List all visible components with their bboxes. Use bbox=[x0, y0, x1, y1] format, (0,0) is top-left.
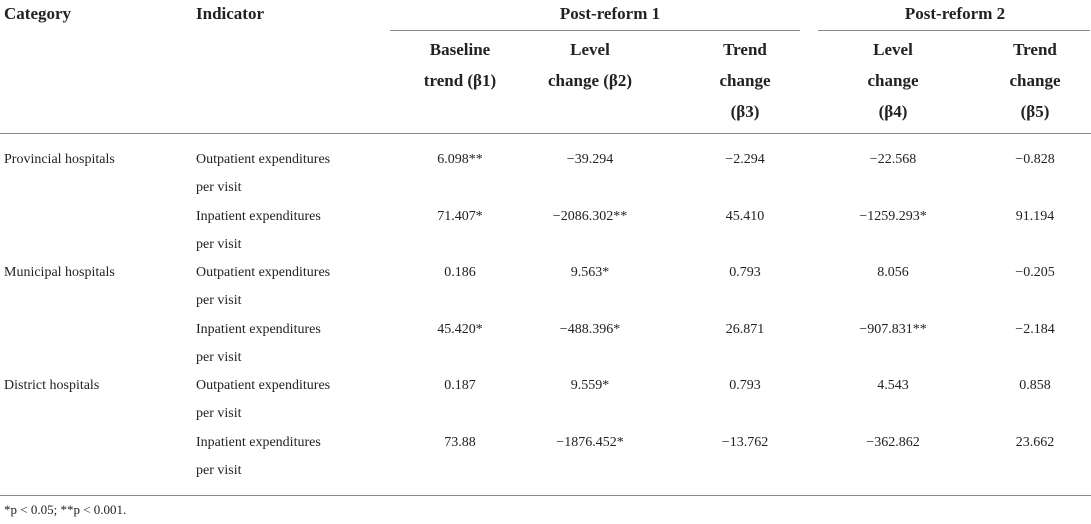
value-cell: −2086.302** bbox=[552, 209, 628, 224]
value-cell: −13.762 bbox=[721, 435, 769, 450]
value-cell: −39.294 bbox=[566, 152, 614, 167]
value-cell: −0.828 bbox=[1015, 152, 1055, 167]
value-cell: 23.662 bbox=[1015, 435, 1055, 450]
col1-line2: trend (β1) bbox=[423, 71, 497, 90]
value-cell: −2.294 bbox=[725, 152, 765, 167]
col4-line2: change bbox=[867, 71, 919, 90]
value-cell: 45.410 bbox=[725, 209, 765, 224]
col5-line3: (β5) bbox=[1020, 102, 1050, 121]
value-cell: −488.396* bbox=[559, 322, 621, 337]
row-indicator-line: per visit bbox=[196, 350, 242, 365]
value-cell: −0.205 bbox=[1015, 265, 1055, 280]
row-indicator-line: per visit bbox=[196, 463, 242, 478]
row-indicator-line: per visit bbox=[196, 237, 242, 252]
col3-line3: (β3) bbox=[730, 102, 760, 121]
col4-line1: Level bbox=[873, 40, 913, 59]
row-indicator-line: Outpatient expenditures bbox=[196, 152, 331, 167]
col2-line1: Level bbox=[570, 40, 610, 59]
value-cell: −907.831** bbox=[859, 322, 927, 337]
col4-line3: (β4) bbox=[878, 102, 908, 121]
value-cell: 73.88 bbox=[444, 435, 476, 450]
col-baseline-trend-header bbox=[395, 34, 525, 96]
row-indicator-line: per visit bbox=[196, 293, 242, 308]
value-cell: 0.186 bbox=[444, 265, 476, 280]
col1-line1: Baseline bbox=[429, 40, 491, 59]
row-indicator-line: Inpatient expenditures bbox=[196, 435, 321, 450]
value-cell: 6.098** bbox=[437, 152, 483, 167]
col-trend-change-1-header bbox=[690, 34, 800, 127]
row-indicator-line: per visit bbox=[196, 406, 242, 421]
value-cell: 0.187 bbox=[444, 378, 476, 393]
value-cell: 9.559* bbox=[570, 378, 610, 393]
row-indicator-line: Outpatient expenditures bbox=[196, 265, 331, 280]
col-level-change-2-header bbox=[838, 34, 948, 127]
value-cell: −1259.293* bbox=[859, 209, 927, 224]
row-category: District hospitals bbox=[4, 378, 100, 393]
row-indicator-line: per visit bbox=[196, 180, 242, 195]
group2-rule bbox=[818, 30, 1090, 31]
table-bottom-rule bbox=[0, 495, 1091, 496]
value-cell: 91.194 bbox=[1015, 209, 1055, 224]
row-indicator-line: Outpatient expenditures bbox=[196, 378, 331, 393]
value-cell: 45.420* bbox=[437, 322, 483, 337]
table-footnote: *p < 0.05; **p < 0.001. bbox=[4, 502, 127, 517]
col3-line2: change bbox=[719, 71, 771, 90]
group1-rule bbox=[390, 30, 800, 31]
col-level-change-1-header bbox=[525, 34, 655, 96]
value-cell: 0.793 bbox=[729, 265, 761, 280]
value-cell: −22.568 bbox=[869, 152, 917, 167]
value-cell: 26.871 bbox=[725, 322, 765, 337]
category-header: Category bbox=[4, 4, 72, 23]
value-cell: −362.862 bbox=[866, 435, 920, 450]
value-cell: 0.858 bbox=[1019, 378, 1051, 393]
post-reform-2-header: Post-reform 2 bbox=[904, 4, 1006, 23]
col5-line1: Trend bbox=[1013, 40, 1057, 59]
row-indicator-line: Inpatient expenditures bbox=[196, 209, 321, 224]
value-cell: 4.543 bbox=[877, 378, 909, 393]
row-category: Municipal hospitals bbox=[4, 265, 115, 280]
value-cell: 9.563* bbox=[570, 265, 610, 280]
col5-line2: change bbox=[1009, 71, 1061, 90]
col2-line2: change (β2) bbox=[547, 71, 633, 90]
value-cell: −1876.452* bbox=[556, 435, 624, 450]
col3-line1: Trend bbox=[723, 40, 767, 59]
post-reform-1-header: Post-reform 1 bbox=[559, 4, 661, 23]
row-indicator-line: Inpatient expenditures bbox=[196, 322, 321, 337]
value-cell: 0.793 bbox=[729, 378, 761, 393]
value-cell: 8.056 bbox=[877, 265, 909, 280]
col-trend-change-2-header bbox=[980, 34, 1090, 127]
value-cell: −2.184 bbox=[1015, 322, 1055, 337]
header-bottom-rule bbox=[0, 133, 1091, 134]
value-cell: 71.407* bbox=[437, 209, 483, 224]
row-category: Provincial hospitals bbox=[4, 152, 115, 167]
indicator-header: Indicator bbox=[196, 4, 264, 23]
